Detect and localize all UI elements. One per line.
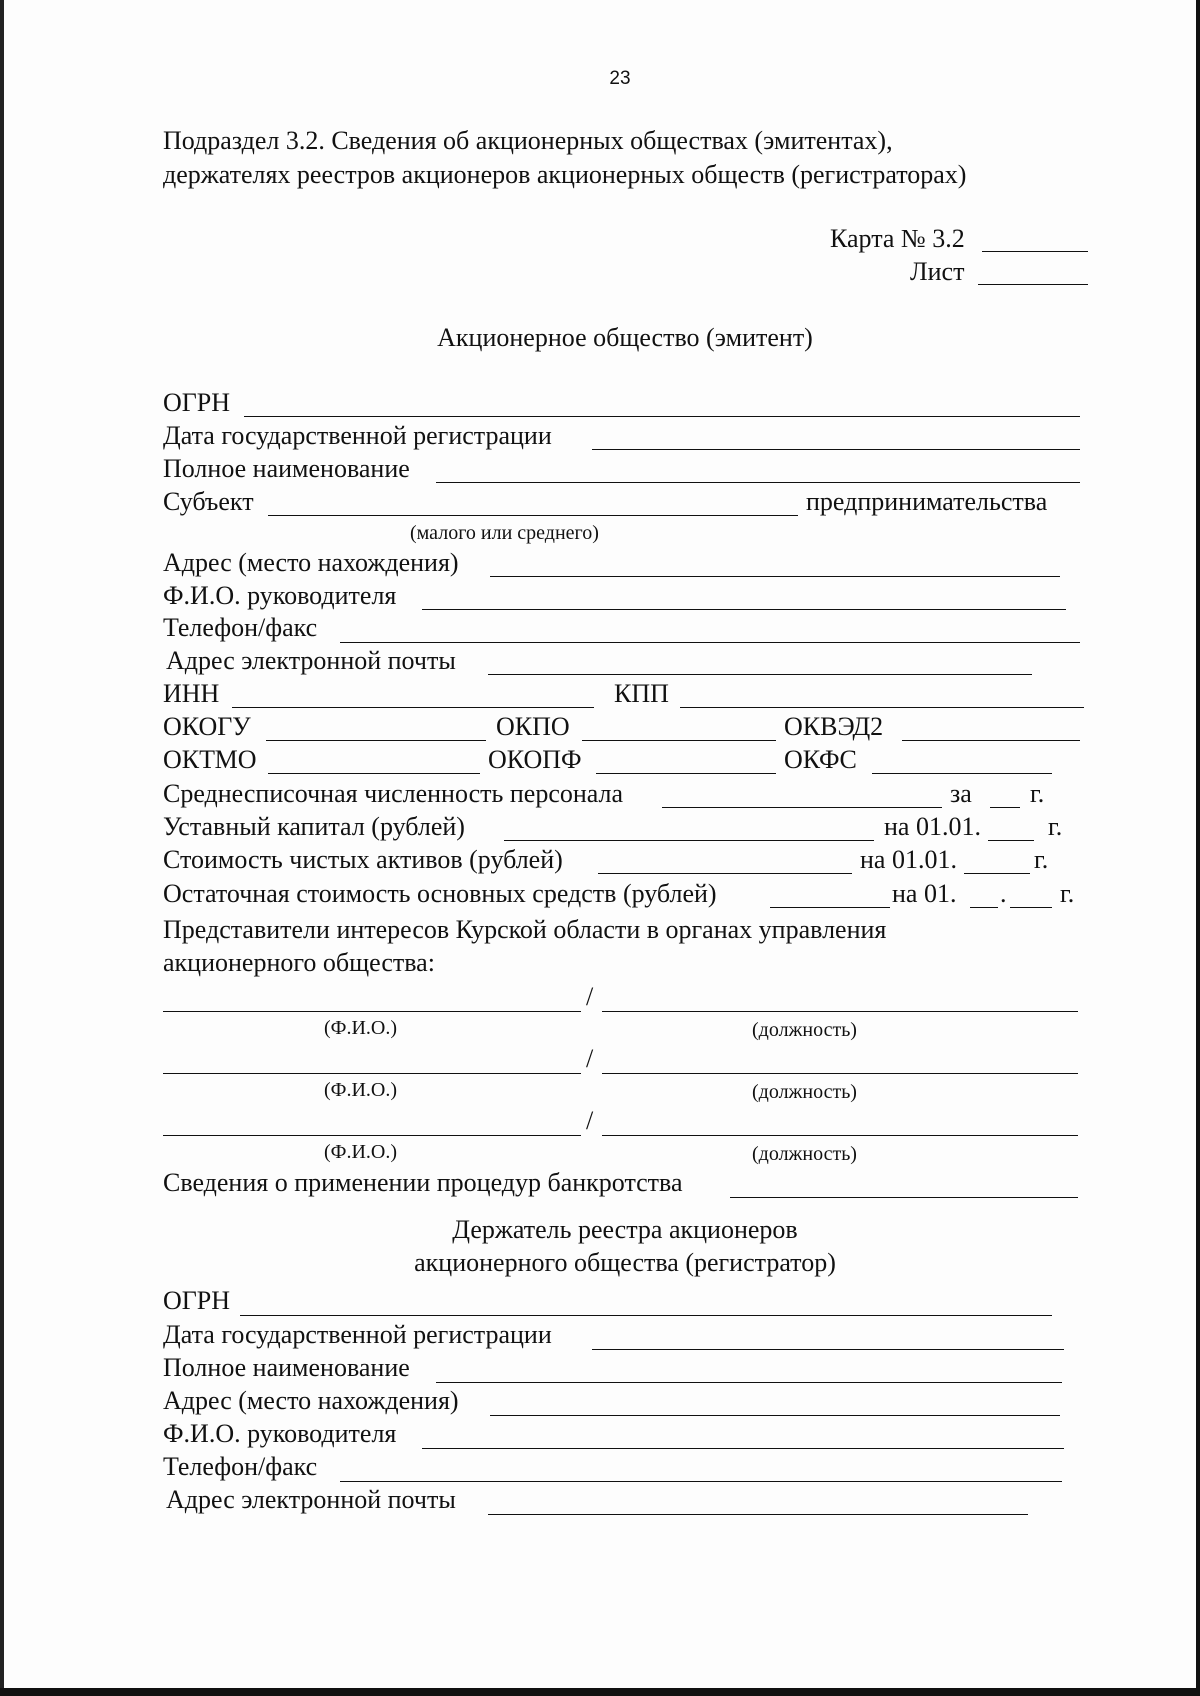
issuer-reg-date-label: Дата государственной регистрации <box>163 421 552 450</box>
issuer-residual-date-label: на 01. <box>892 879 957 908</box>
issuer-net-assets-label: Стоимость чистых активов (рублей) <box>163 845 563 874</box>
issuer-headcount-year-suffix: г. <box>1030 779 1045 808</box>
issuer-entrepreneurship-label: предпринимательства <box>806 487 1048 516</box>
registrar-phone-fax-field[interactable] <box>340 1481 1062 1482</box>
issuer-okopf-label: ОКОПФ <box>488 745 582 774</box>
rep-3-position-field[interactable] <box>602 1135 1078 1136</box>
rep-1-separator: / <box>586 982 594 1011</box>
issuer-okogu-field[interactable] <box>266 740 486 741</box>
issuer-charter-capital-label: Уставный капитал (рублей) <box>163 812 465 841</box>
registrar-full-name-field[interactable] <box>436 1382 1062 1383</box>
rep-2-position-caption: (должность) <box>752 1081 857 1103</box>
issuer-bankruptcy-label: Сведения о применении процедур банкротства <box>163 1168 683 1197</box>
issuer-subject-hint: (малого или среднего) <box>410 522 599 544</box>
issuer-net-assets-year-field[interactable] <box>964 873 1030 874</box>
section-heading-line-2: держателях реестров акционеров акционерных обществ (регистраторах) <box>163 160 967 189</box>
registrar-address-field[interactable] <box>490 1415 1060 1416</box>
issuer-head-name-field[interactable] <box>422 609 1066 610</box>
issuer-okved2-label: ОКВЭД2 <box>784 712 884 741</box>
issuer-okved2-field[interactable] <box>902 740 1080 741</box>
issuer-residual-value-label: Остаточная стоимость основных средств (рублей) <box>163 879 717 908</box>
rep-2-position-field[interactable] <box>602 1073 1078 1074</box>
issuer-representatives-line-1: Представители интересов Курской области в органах управления <box>163 915 887 944</box>
issuer-representatives-line-2: акционерного общества: <box>163 948 435 977</box>
registrar-title-line-2: акционерного общества (регистратор) <box>414 1248 836 1277</box>
issuer-kpp-label: КПП <box>614 679 669 708</box>
issuer-headcount-field[interactable] <box>662 807 942 808</box>
issuer-oktmo-label: ОКТМО <box>163 745 257 774</box>
rep-3-separator: / <box>586 1106 594 1135</box>
page-number: 23 <box>609 68 631 89</box>
issuer-okopf-field[interactable] <box>596 773 776 774</box>
issuer-ogrn-label: ОГРН <box>163 388 231 417</box>
card-number-label: Карта № 3.2 <box>830 224 965 253</box>
issuer-head-name-label: Ф.И.О. руководителя <box>163 581 397 610</box>
issuer-address-label: Адрес (место нахождения) <box>163 548 459 577</box>
issuer-inn-label: ИНН <box>163 679 220 708</box>
issuer-ogrn-field[interactable] <box>244 416 1080 417</box>
issuer-residual-value-field[interactable] <box>770 907 890 908</box>
card-number-field[interactable] <box>982 251 1088 252</box>
sheet-field[interactable] <box>978 284 1088 285</box>
issuer-residual-year-suffix: г. <box>1060 879 1075 908</box>
issuer-headcount-label: Среднесписочная численность персонала <box>163 779 624 808</box>
issuer-full-name-field[interactable] <box>436 482 1080 483</box>
registrar-reg-date-label: Дата государственной регистрации <box>163 1320 552 1349</box>
registrar-ogrn-field[interactable] <box>240 1315 1052 1316</box>
page-bottom-edge <box>0 1688 1200 1696</box>
issuer-full-name-label: Полное наименование <box>163 454 410 483</box>
issuer-residual-year-field[interactable] <box>1010 907 1052 908</box>
issuer-address-field[interactable] <box>490 576 1060 577</box>
issuer-residual-date-dot: . <box>1000 879 1007 908</box>
rep-3-position-caption: (должность) <box>752 1143 857 1165</box>
issuer-charter-year-field[interactable] <box>988 840 1034 841</box>
issuer-title: Акционерное общество (эмитент) <box>437 323 813 352</box>
registrar-email-label: Адрес электронной почты <box>166 1485 456 1514</box>
issuer-subject-field[interactable] <box>268 515 798 516</box>
rep-1-name-caption: (Ф.И.О.) <box>324 1017 398 1039</box>
issuer-headcount-for: за <box>950 779 972 808</box>
section-heading <box>163 124 1063 192</box>
rep-1-position-field[interactable] <box>602 1011 1078 1012</box>
issuer-bankruptcy-field[interactable] <box>730 1197 1078 1198</box>
page-right-edge <box>1196 0 1200 1696</box>
issuer-okpo-label: ОКПО <box>496 712 570 741</box>
issuer-residual-month-field[interactable] <box>970 907 998 908</box>
issuer-net-assets-date-label: на 01.01. <box>860 845 957 874</box>
registrar-reg-date-field[interactable] <box>592 1349 1064 1350</box>
registrar-phone-fax-label: Телефон/факс <box>163 1452 318 1481</box>
rep-2-separator: / <box>586 1044 594 1073</box>
registrar-head-name-field[interactable] <box>422 1448 1064 1449</box>
rep-2-name-field[interactable] <box>163 1073 581 1074</box>
issuer-subject-label: Субъект <box>163 487 254 516</box>
issuer-reg-date-field[interactable] <box>592 449 1080 450</box>
issuer-okogu-label: ОКОГУ <box>163 712 251 741</box>
rep-2-name-caption: (Ф.И.О.) <box>324 1079 398 1101</box>
rep-1-name-field[interactable] <box>163 1011 581 1012</box>
registrar-address-label: Адрес (место нахождения) <box>163 1386 459 1415</box>
registrar-title-line-1: Держатель реестра акционеров <box>452 1215 798 1244</box>
rep-1-position-caption: (должность) <box>752 1019 857 1041</box>
issuer-charter-year-suffix: г. <box>1048 812 1063 841</box>
rep-3-name-caption: (Ф.И.О.) <box>324 1141 398 1163</box>
issuer-charter-date-label: на 01.01. <box>884 812 981 841</box>
registrar-email-field[interactable] <box>488 1514 1028 1515</box>
page-left-edge <box>0 0 4 1696</box>
issuer-net-assets-field[interactable] <box>598 873 852 874</box>
issuer-net-assets-year-suffix: г. <box>1034 845 1049 874</box>
issuer-inn-field[interactable] <box>232 707 594 708</box>
issuer-okfs-label: ОКФС <box>784 745 857 774</box>
issuer-okpo-field[interactable] <box>582 740 776 741</box>
issuer-charter-capital-field[interactable] <box>504 840 874 841</box>
section-heading-line-1: Подраздел 3.2. Сведения об акционерных обществах (эмитентах), <box>163 126 893 155</box>
sheet-label: Лист <box>910 257 965 286</box>
issuer-oktmo-field[interactable] <box>268 773 480 774</box>
issuer-headcount-year-field[interactable] <box>990 807 1020 808</box>
issuer-email-label: Адрес электронной почты <box>166 646 456 675</box>
issuer-phone-fax-field[interactable] <box>340 642 1080 643</box>
registrar-head-name-label: Ф.И.О. руководителя <box>163 1419 397 1448</box>
registrar-ogrn-label: ОГРН <box>163 1286 231 1315</box>
rep-3-name-field[interactable] <box>163 1135 581 1136</box>
registrar-full-name-label: Полное наименование <box>163 1353 410 1382</box>
issuer-okfs-field[interactable] <box>872 773 1052 774</box>
issuer-email-field[interactable] <box>488 674 1032 675</box>
issuer-kpp-field[interactable] <box>680 707 1084 708</box>
issuer-phone-fax-label: Телефон/факс <box>163 613 318 642</box>
